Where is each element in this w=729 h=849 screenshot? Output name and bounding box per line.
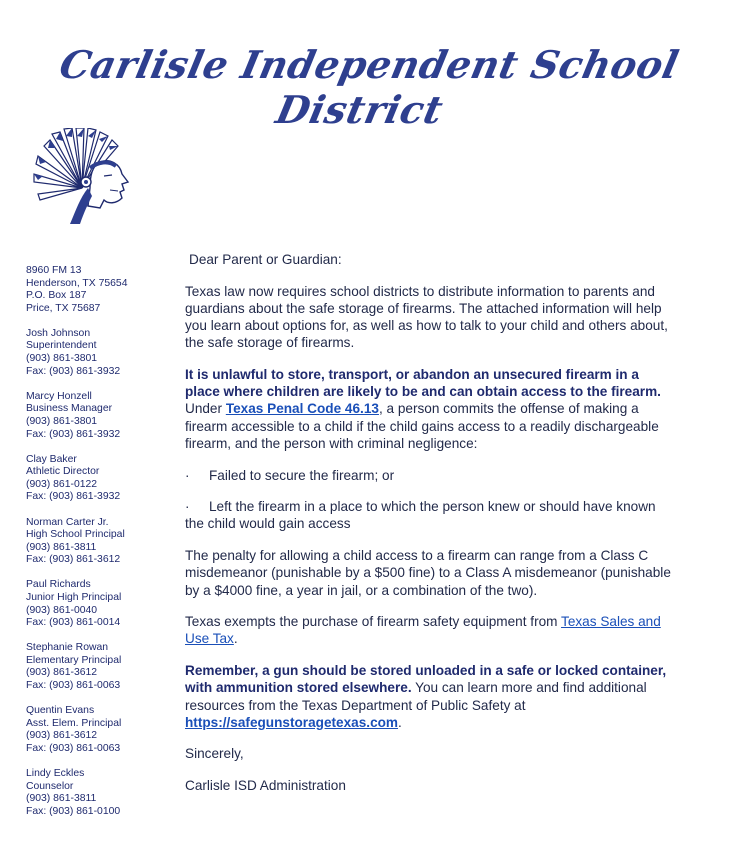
indian-chief-headdress-logo (30, 128, 134, 226)
exemption-end: . (233, 631, 238, 647)
district-title: Carlisle Independent School District (55, 42, 683, 132)
contact-title: Elementary Principal (26, 654, 122, 666)
contact-fax: Fax: (903) 861-0014 (26, 617, 121, 629)
signature: Carlisle ISD Administration (185, 778, 346, 794)
district-address (26, 265, 176, 315)
contact-block (26, 642, 176, 692)
contact-name: Stephanie Rowan (26, 642, 109, 654)
remember-statement: Remember, a gun should be stored unloaded in a safe or locked container, with ammunition stored elsewhere. (185, 663, 667, 696)
address-line: 8960 FM 13 (26, 265, 82, 276)
letter-body (185, 251, 675, 809)
contact-name: Quentin Evans (26, 705, 95, 717)
contact-name: Norman Carter Jr. (26, 516, 109, 528)
contact-title: High School Principal (26, 529, 125, 541)
contact-phone: (903) 861-3612 (26, 667, 98, 679)
remember-text: You can learn more and find additional resources from the Texas Department of Public Safety at (185, 680, 647, 713)
bullet-text: Failed to secure the firearm; or (209, 467, 395, 483)
contact-fax: Fax: (903) 861-3932 (26, 428, 121, 440)
contact-list (26, 328, 176, 819)
contact-phone: (903) 861-3801 (26, 415, 98, 427)
contact-block (26, 768, 176, 818)
contact-fax: Fax: (903) 861-3612 (26, 554, 121, 566)
bullet-mark: · (185, 467, 190, 483)
contact-phone: (903) 861-3612 (26, 730, 98, 742)
contact-sidebar (26, 265, 176, 831)
contact-name: Lindy Eckles (26, 768, 85, 779)
contact-title: Counselor (26, 780, 74, 792)
contact-title: Superintendent (26, 340, 97, 352)
contact-fax: Fax: (903) 861-0063 (26, 742, 121, 754)
remember-paragraph (185, 662, 675, 731)
list-item (185, 467, 675, 484)
closing: Sincerely, (185, 746, 244, 762)
contact-block (26, 517, 176, 567)
safe-gun-storage-link[interactable]: https://safegunstoragetexas.com (185, 714, 399, 730)
sales-tax-link[interactable]: Texas Sales and Use Tax (185, 614, 661, 647)
law-rest-text: , a person commits the offense of making a firearm accessible to a child if the child gains access to a readily dischargeable firearm, and the person with criminal negligence: (185, 401, 659, 451)
remember-end: . (398, 714, 402, 730)
address-line: Henderson, TX 75654 (26, 277, 128, 289)
penal-code-link[interactable]: Texas Penal Code 46.13 (225, 401, 379, 417)
bullet-text: Left the firearm in a place to which the person knew or should have known the child would gain access (185, 499, 656, 532)
contact-name: Clay Baker (26, 453, 77, 465)
contact-name: Marcy Honzell (26, 390, 92, 402)
list-item (185, 498, 675, 532)
contact-fax: Fax: (903) 861-0100 (26, 805, 121, 817)
contact-block (26, 705, 176, 755)
address-line: Price, TX 75687 (26, 302, 101, 314)
contact-phone: (903) 861-0122 (26, 478, 98, 490)
penalty-paragraph: The penalty for allowing a child access to a firearm can range from a Class C misdemeanor (punishable by a $500 fine) to a Class A misdemeanor (punishable by a $4000 fine, a year in jail, or a combination of the two). (185, 548, 671, 598)
contact-block (26, 391, 176, 441)
intro-paragraph: Texas law now requires school districts to distribute information to parents and guardians about the safe storage of firearms. The attached information will help you learn about options for, as well as how to talk to your child and others about, the safe storage of firearms. (185, 283, 668, 351)
greeting: Dear Parent or Guardian: (189, 252, 342, 267)
bullet-mark: · (185, 499, 190, 515)
address-line: P.O. Box 187 (26, 290, 87, 302)
exemption-text: Texas exempts the purchase of firearm safety equipment from (185, 614, 562, 630)
contact-fax: Fax: (903) 861-3932 (26, 365, 121, 377)
contact-fax: Fax: (903) 861-3932 (26, 491, 121, 503)
contact-phone: (903) 861-0040 (26, 604, 98, 616)
exemption-paragraph (185, 613, 675, 647)
contact-block (26, 579, 176, 629)
contact-block (26, 454, 176, 504)
contact-name: Paul Richards (26, 579, 91, 591)
contact-title: Asst. Elem. Principal (26, 717, 122, 729)
contact-phone: (903) 861-3811 (26, 793, 97, 805)
contact-phone: (903) 861-3811 (26, 541, 97, 553)
contact-title: Junior High Principal (26, 591, 122, 603)
contact-phone: (903) 861-3801 (26, 353, 98, 365)
law-statement: It is unlawful to store, transport, or abandon an unsecured firearm in a place where children are likely to be and can obtain access to the firearm. (185, 367, 661, 400)
contact-block (26, 328, 176, 378)
law-under-text: Under (185, 401, 226, 417)
contact-title: Athletic Director (26, 466, 100, 478)
contact-fax: Fax: (903) 861-0063 (26, 680, 121, 692)
law-paragraph (185, 366, 675, 452)
contact-name: Josh Johnson (26, 327, 91, 339)
contact-title: Business Manager (26, 403, 113, 415)
